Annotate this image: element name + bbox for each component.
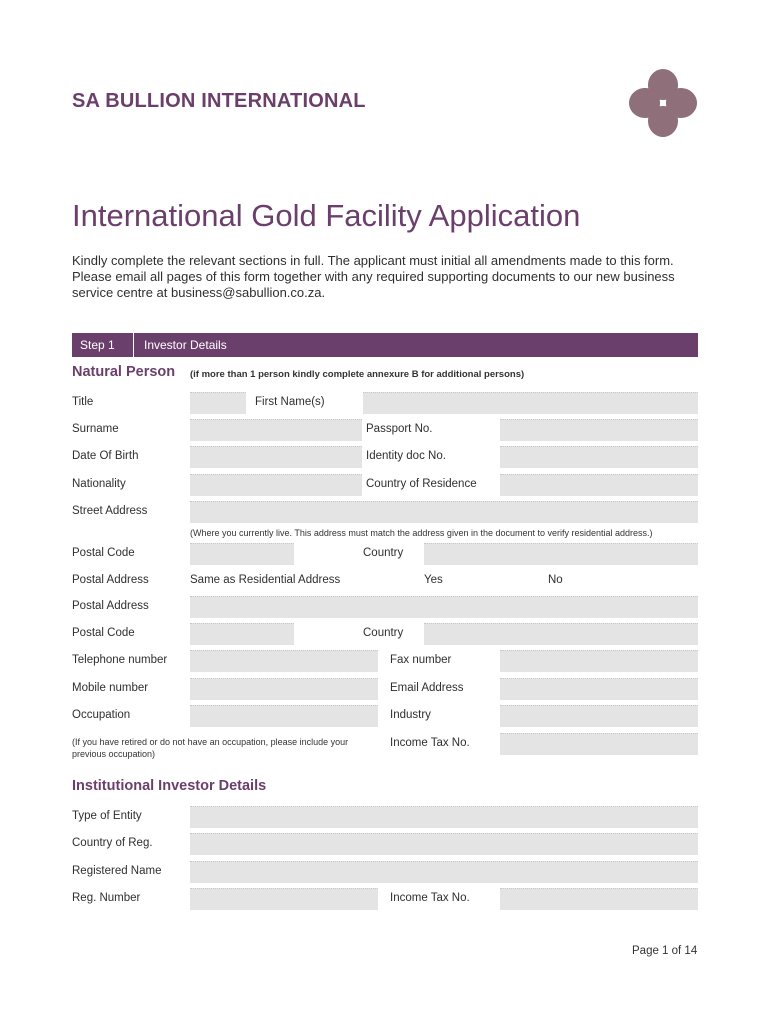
step-bar [72, 333, 698, 357]
occupation-label: Occupation [72, 709, 131, 721]
country-reg-label: Country of Reg. [72, 837, 153, 849]
postal-code-2-label: Postal Code [72, 627, 135, 639]
postal-code-field[interactable] [190, 543, 294, 565]
country-reg-field[interactable] [190, 833, 698, 855]
country-residence-field[interactable] [500, 474, 698, 496]
telephone-label: Telephone number [72, 654, 168, 666]
reg-number-field[interactable] [190, 888, 378, 910]
natural-person-subheading: (if more than 1 person kindly complete annexure B for additional persons) [190, 369, 525, 380]
registered-name-field[interactable] [190, 861, 698, 883]
email-label: Email Address [390, 682, 464, 694]
logo-petal-left [629, 88, 660, 118]
same-as-residential-label: Same as Residential Address [190, 574, 341, 586]
first-names-label: First Name(s) [255, 396, 325, 408]
first-names-field[interactable] [363, 392, 698, 414]
natural-person-heading: Natural Person [72, 364, 176, 380]
inst-income-tax-field[interactable] [500, 888, 698, 910]
dob-field[interactable] [190, 446, 362, 468]
fax-field[interactable] [500, 650, 698, 672]
step-number: Step 1 [80, 338, 115, 352]
identity-label: Identity doc No. [366, 450, 446, 462]
title-field[interactable] [190, 392, 246, 414]
surname-field[interactable] [190, 419, 362, 441]
industry-label: Industry [390, 709, 431, 721]
email-field[interactable] [500, 678, 698, 700]
nationality-field[interactable] [190, 474, 362, 496]
postal-address-2-label: Postal Address [72, 600, 149, 612]
postal-address-2-field[interactable] [190, 596, 698, 618]
inst-income-tax-label: Income Tax No. [390, 892, 470, 904]
income-tax-field[interactable] [500, 733, 698, 755]
identity-field[interactable] [500, 446, 698, 468]
mobile-field[interactable] [190, 678, 378, 700]
brand-name: SA BULLION INTERNATIONAL [72, 90, 366, 112]
fax-label: Fax number [390, 654, 452, 666]
entity-type-label: Type of Entity [72, 810, 142, 822]
registered-name-label: Registered Name [72, 865, 162, 877]
nationality-label: Nationality [72, 478, 126, 490]
title-label: Title [72, 396, 94, 408]
postal-code-2-field[interactable] [190, 623, 294, 645]
street-address-note: (Where you currently live. This address must match the address given in the document to verify residential address.) [190, 528, 653, 538]
postal-code-label: Postal Code [72, 547, 135, 559]
postal-address-label: Postal Address [72, 574, 149, 586]
step-label: Investor Details [144, 338, 227, 352]
step-divider [133, 333, 134, 357]
country-2-label: Country [363, 627, 404, 639]
four-petal-logo [626, 66, 700, 140]
passport-field[interactable] [500, 419, 698, 441]
dob-label: Date Of Birth [72, 450, 139, 462]
surname-label: Surname [72, 423, 119, 435]
telephone-field[interactable] [190, 650, 378, 672]
country-label: Country [363, 547, 404, 559]
income-tax-label: Income Tax No. [390, 737, 470, 749]
intro-text: Kindly complete the relevant sections in full. The applicant must initial all amendments made to this form. Please email all pages of this form together with any required supporting documents to our new business service centre at business@sabullion.co.za. [72, 253, 675, 300]
country-residence-label: Country of Residence [366, 478, 477, 490]
page-number: Page 1 of 14 [632, 945, 698, 957]
street-address-label: Street Address [72, 505, 148, 517]
country-field[interactable] [424, 543, 698, 565]
occupation-field[interactable] [190, 705, 378, 727]
country-2-field[interactable] [424, 623, 698, 645]
passport-label: Passport No. [366, 423, 433, 435]
street-address-field[interactable] [190, 501, 698, 523]
page-title: International Gold Facility Application [72, 198, 581, 233]
mobile-label: Mobile number [72, 682, 149, 694]
industry-field[interactable] [500, 705, 698, 727]
retired-note: (If you have retired or do not have an occupation, please include your previous occupation) [72, 737, 349, 759]
yes-option[interactable]: Yes [424, 574, 443, 586]
entity-type-field[interactable] [190, 806, 698, 828]
logo-petal-right [666, 88, 697, 118]
reg-number-label: Reg. Number [72, 892, 141, 904]
institutional-heading: Institutional Investor Details [72, 778, 267, 794]
no-option[interactable]: No [548, 574, 563, 586]
